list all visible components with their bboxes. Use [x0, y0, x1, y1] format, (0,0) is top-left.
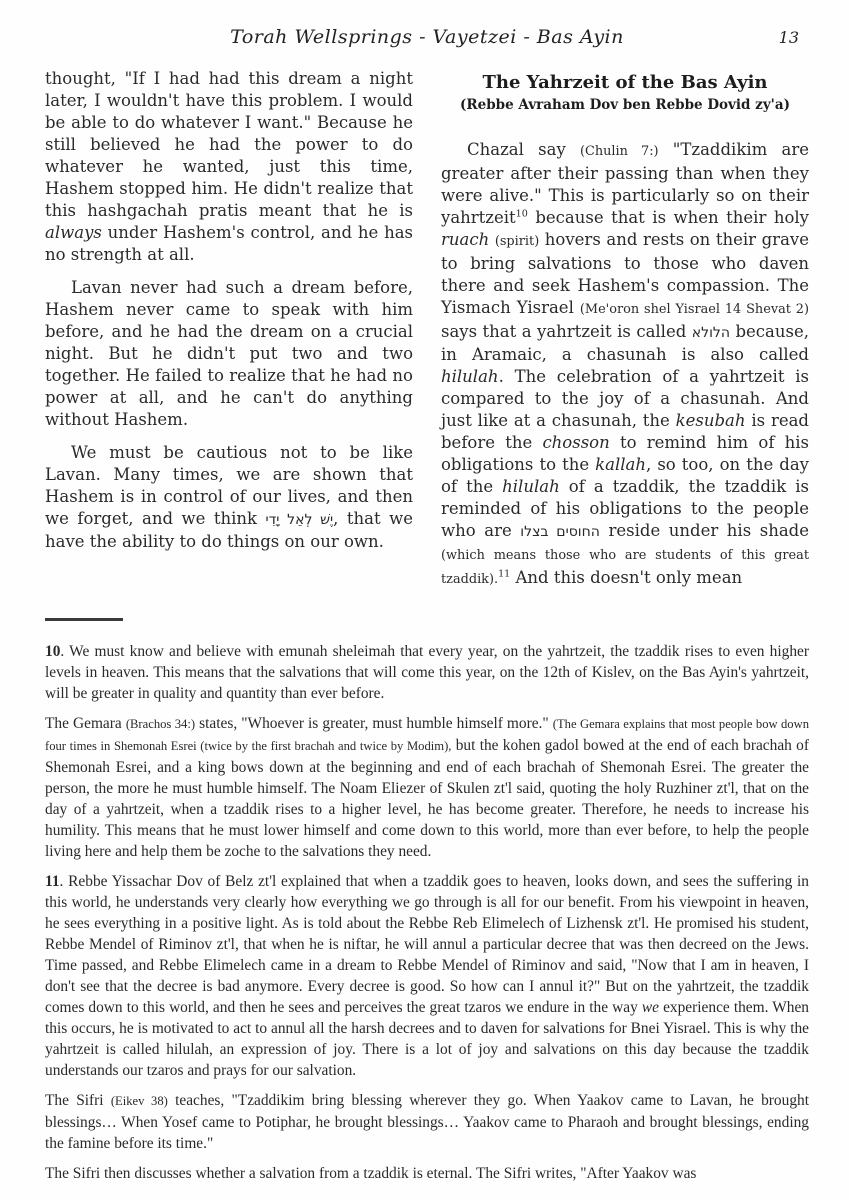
page-header	[45, 26, 809, 48]
section-subheading: (Rebbe Avraham Dov ben Rebbe Dovid zy'a)	[460, 97, 790, 113]
paragraph: Chazal say (Chulin 7:) "Tzaddikim are greater after their passing than when they were alive." This is particularly so on their yahrtzeit$^{10}$ because that is when their holy ruach (spirit) hovers and rests on their grave to bring salvations to those who daven there and seek Hashem's compassion. The Yismach Yisrael (Me'oron shel Yisrael 14 Shevat 2) says that a yahrtzeit is called הלולא because, in Aramaic, a chasunah is also called hilulah. The celebration of a yahrtzeit is compared to the joy of a chasunah. And just like at a chasunah, the kesubah is read before the chosson to remind him of his obligations to the kallah, so too, on the day of the hilulah of a tzaddik, the tzaddik is reminded of his obligations to the people who are החוסים בצלו reside under his shade (which means those who are students of this great tzaddik).$^{11}$ And this doesn't only mean	[441, 140, 809, 587]
page-number: 13	[778, 28, 799, 47]
left-column	[45, 68, 413, 602]
main-columns	[45, 68, 809, 602]
footnote-sifri-continuation: The Sifri then discusses whether a salvation from a tzaddik is eternal. The Sifri writes, "After Yaakov was	[45, 1165, 697, 1182]
paragraph: Lavan never had such a dream before, Hashem never came to speak with him before, and he had the dream on a crucial night. But he didn't put two and two together. He failed to realize that he had no power at all, and he can't do anything without Hashem.	[45, 278, 413, 429]
paragraph: thought, "If I had had this dream a night later, I wouldn't have this problem. I would be able to do whatever I want." Because he still believed he had the power to do whatever he wanted, just this time, Hashem stopped him. He didn't realize that this hashgachah pratis meant that he is always under Hashem's control, and he has no strength at all.	[45, 69, 413, 264]
page-title: Torah Wellsprings - Vayetzei - Bas Ayin	[230, 26, 624, 48]
footnote-divider	[45, 618, 123, 621]
section-heading: The Yahrzeit of the Bas Ayin	[482, 72, 768, 93]
right-column	[441, 68, 809, 602]
footnote-sifri-paragraph: The Sifri (Eikev 38) teaches, "Tzaddikim bring blessing wherever they go. When Yaakov came to Lavan, he brought blessings… When Yosef came to Potiphar, he brought blessings… Yaakov came to Pharaoh and brought blessings, ending the famine before its time."	[45, 1092, 809, 1152]
footnote-10-paragraph: 10. We must know and believe with emunah sheleimah that every year, on the yahrtzeit, the tzaddik rises to even higher levels in heaven. This means that the salvations that will come this year, on the 12th of Kislev, on the Bas Ayin's yahrtzeit, will be greater in quality and quantity than ever before.	[45, 643, 809, 702]
paragraph: We must be cautious not to be like Lavan. Many times, we are shown that Hashem is in control of our lives, and then we forget, and we think יֶשׁ לְאֵל יָדִי, that we have the ability to do things on our own.	[45, 443, 413, 551]
footnote-11-paragraph: 11. Rebbe Yissachar Dov of Belz zt'l explained that when a tzaddik goes to heaven, looks down, and sees the suffering in this world, he understands very clearly how everything we go through is all for our benefit. From his viewpoint in heaven, he sees everything in a positive light. As is told about the Rebbe Reb Elimelech of Lizhensk zt'l. He promised his student, Rebbe Mendel of Riminov zt'l, that when he is niftar, he will annul a particular decree that was then decreed on the Jews. Time passed, and Rebbe Elimelech came in a dream to Rebbe Mendel of Riminov and said, "Now that I am in heaven, I don't see that the decree is bad anymore. Every decree is good. So how can I annul it?" But on the yahrtzeit, the tzaddik comes down to this world, and then he sees and perceives the great tzaros we endure in the way we experience them. When this occurs, he is motivated to act to annul all the harsh decrees and to daven for salvations for Bnei Yisrael. This is why the yahrtzeit is called hilulah, an expression of joy. There is a lot of joy and salvations on this day because the tzaddik understands our tzaros and prays for our salvation.	[45, 873, 809, 1079]
footnote-10-continuation: The Gemara (Brachos 34:) states, "Whoever is greater, must humble himself more." (The Gemara explains that most people bow down four times in Shemonah Esrei (twice by the first brachah and twice by Modim), but the kohen gadol bowed at the end of each brachah of Shemonah Esrei, and a king bows down at the beginning and end of each brachah of Shemonah Esrei. The greater the person, the more he must humble himself. The Noam Eliezer of Skulen zt'l said, quoting the holy Ruzhiner zt'l, that on the day of a yahrtzeit, when a tzaddik rises to a higher level, he has become greater. Therefore, he needs to increase his humility. This means that he must lower himself and come down to this world, more than ever before, to help the people living here and help them be zoche to the salvations they need.	[45, 715, 810, 860]
footnotes-section	[45, 618, 809, 1184]
